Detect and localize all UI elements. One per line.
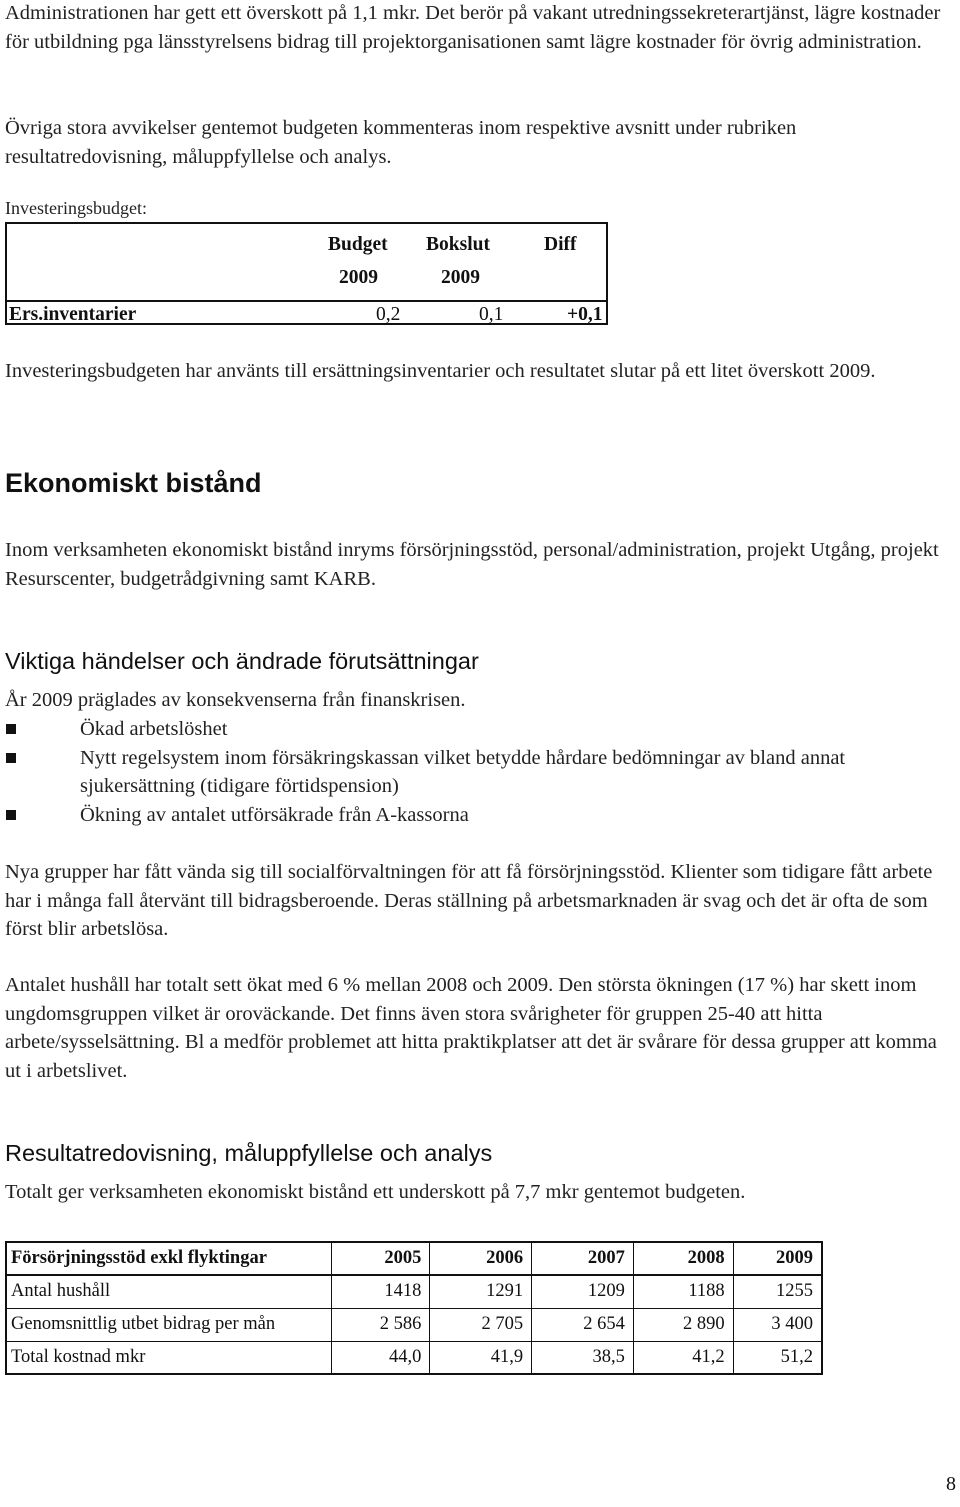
table-cell: Genomsnittlig utbet bidrag per mån (6, 1308, 331, 1341)
inv-header-diff: Diff (544, 234, 577, 255)
table-header-cell: 2006 (430, 1242, 532, 1275)
investment-budget-table (5, 222, 608, 325)
table-row (6, 1308, 822, 1341)
bullet-list (5, 715, 950, 829)
table-header-cell: 2008 (633, 1242, 733, 1275)
page-number: 8 (946, 1473, 956, 1495)
table-cell: 1255 (733, 1275, 822, 1308)
paragraph-scope: Inom verksamheten ekonomiskt bistånd inryms försörjningsstöd, personal/administration, projekt Utgång, projekt Resurscenter, budgetrådgivning samt KARB. (5, 539, 939, 590)
table-cell: 1188 (633, 1275, 733, 1308)
bullet-text: Ökning av antalet utförsäkrade från A-kassorna (80, 803, 469, 826)
table-cell: 51,2 (733, 1341, 822, 1374)
table-cell: 2 586 (331, 1308, 430, 1341)
square-bullet-icon (5, 723, 17, 735)
inv-row-divider (7, 300, 606, 302)
bullet-text: Ökad arbetslöshet (80, 718, 228, 740)
table-cell: 1209 (532, 1275, 634, 1308)
section-heading-ekonomiskt-bistand: Ekonomiskt bistånd (5, 468, 262, 498)
table-cell: 41,2 (633, 1341, 733, 1374)
inv-row-budget: 0,2 (376, 304, 401, 325)
paragraph-financial-crisis: År 2009 präglades av konsekvenserna från finanskrisen. (5, 689, 466, 711)
investment-budget-label: Investeringsbudget: (5, 198, 147, 218)
table-header-cell: 2009 (733, 1242, 822, 1275)
paragraph-deficit: Totalt ger verksamheten ekonomiskt bistånd ett underskott på 7,7 mkr gentemot budgeten. (5, 1181, 746, 1203)
list-item (5, 715, 950, 744)
paragraph-administration: Administrationen har gett ett överskott på 1,1 mkr. Det berör på vakant utredningssekreterartjänst, lägre kostnader för utbildning pga länsstyrelsens bidrag till projektorganisationen samt lägre kostnader för övrig administration. (5, 2, 941, 53)
table-cell: 3 400 (733, 1308, 822, 1341)
bullet-text: Nytt regelsystem inom försäkringskassan vilket betydde hårdare bedömningar av bland annat sjukersättning (tidigare förtidspension) (80, 746, 846, 797)
inv-year-bokslut: 2009 (441, 267, 480, 288)
list-item (5, 744, 950, 801)
paragraph-new-groups: Nya grupper har fått vända sig till socialförvaltningen för att få försörjningsstöd. Klienter som tidigare fått arbete har i många fall återvänt till bidragsberoende. Deras ställning på arbetsmarknaden är svag och det är ofta de som först blir arbetslösa. (5, 861, 933, 940)
table-cell: Total kostnad mkr (6, 1341, 331, 1374)
table-cell: 41,9 (430, 1341, 532, 1374)
inv-row-label: Ers.inventarier (9, 304, 137, 325)
table-row (6, 1275, 822, 1308)
inv-row-diff: +0,1 (567, 304, 603, 325)
inv-header-bokslut: Bokslut (426, 234, 490, 255)
table-cell: 2 890 (633, 1308, 733, 1341)
table-header-cell: 2007 (532, 1242, 634, 1275)
table-cell: 2 654 (532, 1308, 634, 1341)
paragraph-investment-result: Investeringsbudgeten har använts till ersättningsinventarier och resultatet slutar på ett litet överskott 2009. (5, 360, 876, 382)
table-header-cell: 2005 (331, 1242, 430, 1275)
inv-row-bokslut: 0,1 (479, 304, 504, 325)
inv-year-budget: 2009 (339, 267, 378, 288)
list-item (5, 801, 950, 830)
subheading-results: Resultatredovisning, måluppfyllelse och analys (5, 1140, 493, 1166)
table-row (6, 1341, 822, 1374)
table-cell: Antal hushåll (6, 1275, 331, 1308)
table-cell: 1418 (331, 1275, 430, 1308)
table-header-row (6, 1242, 822, 1275)
table-cell: 44,0 (331, 1341, 430, 1374)
table-cell: 1291 (430, 1275, 532, 1308)
table-cell: 38,5 (532, 1341, 634, 1374)
square-bullet-icon (5, 809, 17, 821)
paragraph-households: Antalet hushåll har totalt sett ökat med 6 % mellan 2008 och 2009. Den största ökningen (17 %) har skett inom ungdomsgruppen vilket är oroväckande. Det finns även stora svårigheter för gruppen 25-40 att hitta arbete/sysselsättning. Bl a medför problemet att hitta praktikplatser att det är svårare för dessa grupper att komma ut i arbetslivet. (5, 974, 937, 1082)
paragraph-deviations: Övriga stora avvikelser gentemot budgeten kommenteras inom respektive avsnitt under rubriken resultatredovisning, måluppfyllelse och analys. (5, 117, 797, 168)
table-cell: 2 705 (430, 1308, 532, 1341)
table-header-cell: Försörjningsstöd exkl flyktingar (6, 1242, 331, 1275)
subheading-important-events: Viktiga händelser och ändrade förutsättningar (5, 648, 479, 674)
inv-header-budget: Budget (328, 234, 388, 255)
support-statistics-table (5, 1241, 823, 1375)
square-bullet-icon (5, 752, 17, 764)
